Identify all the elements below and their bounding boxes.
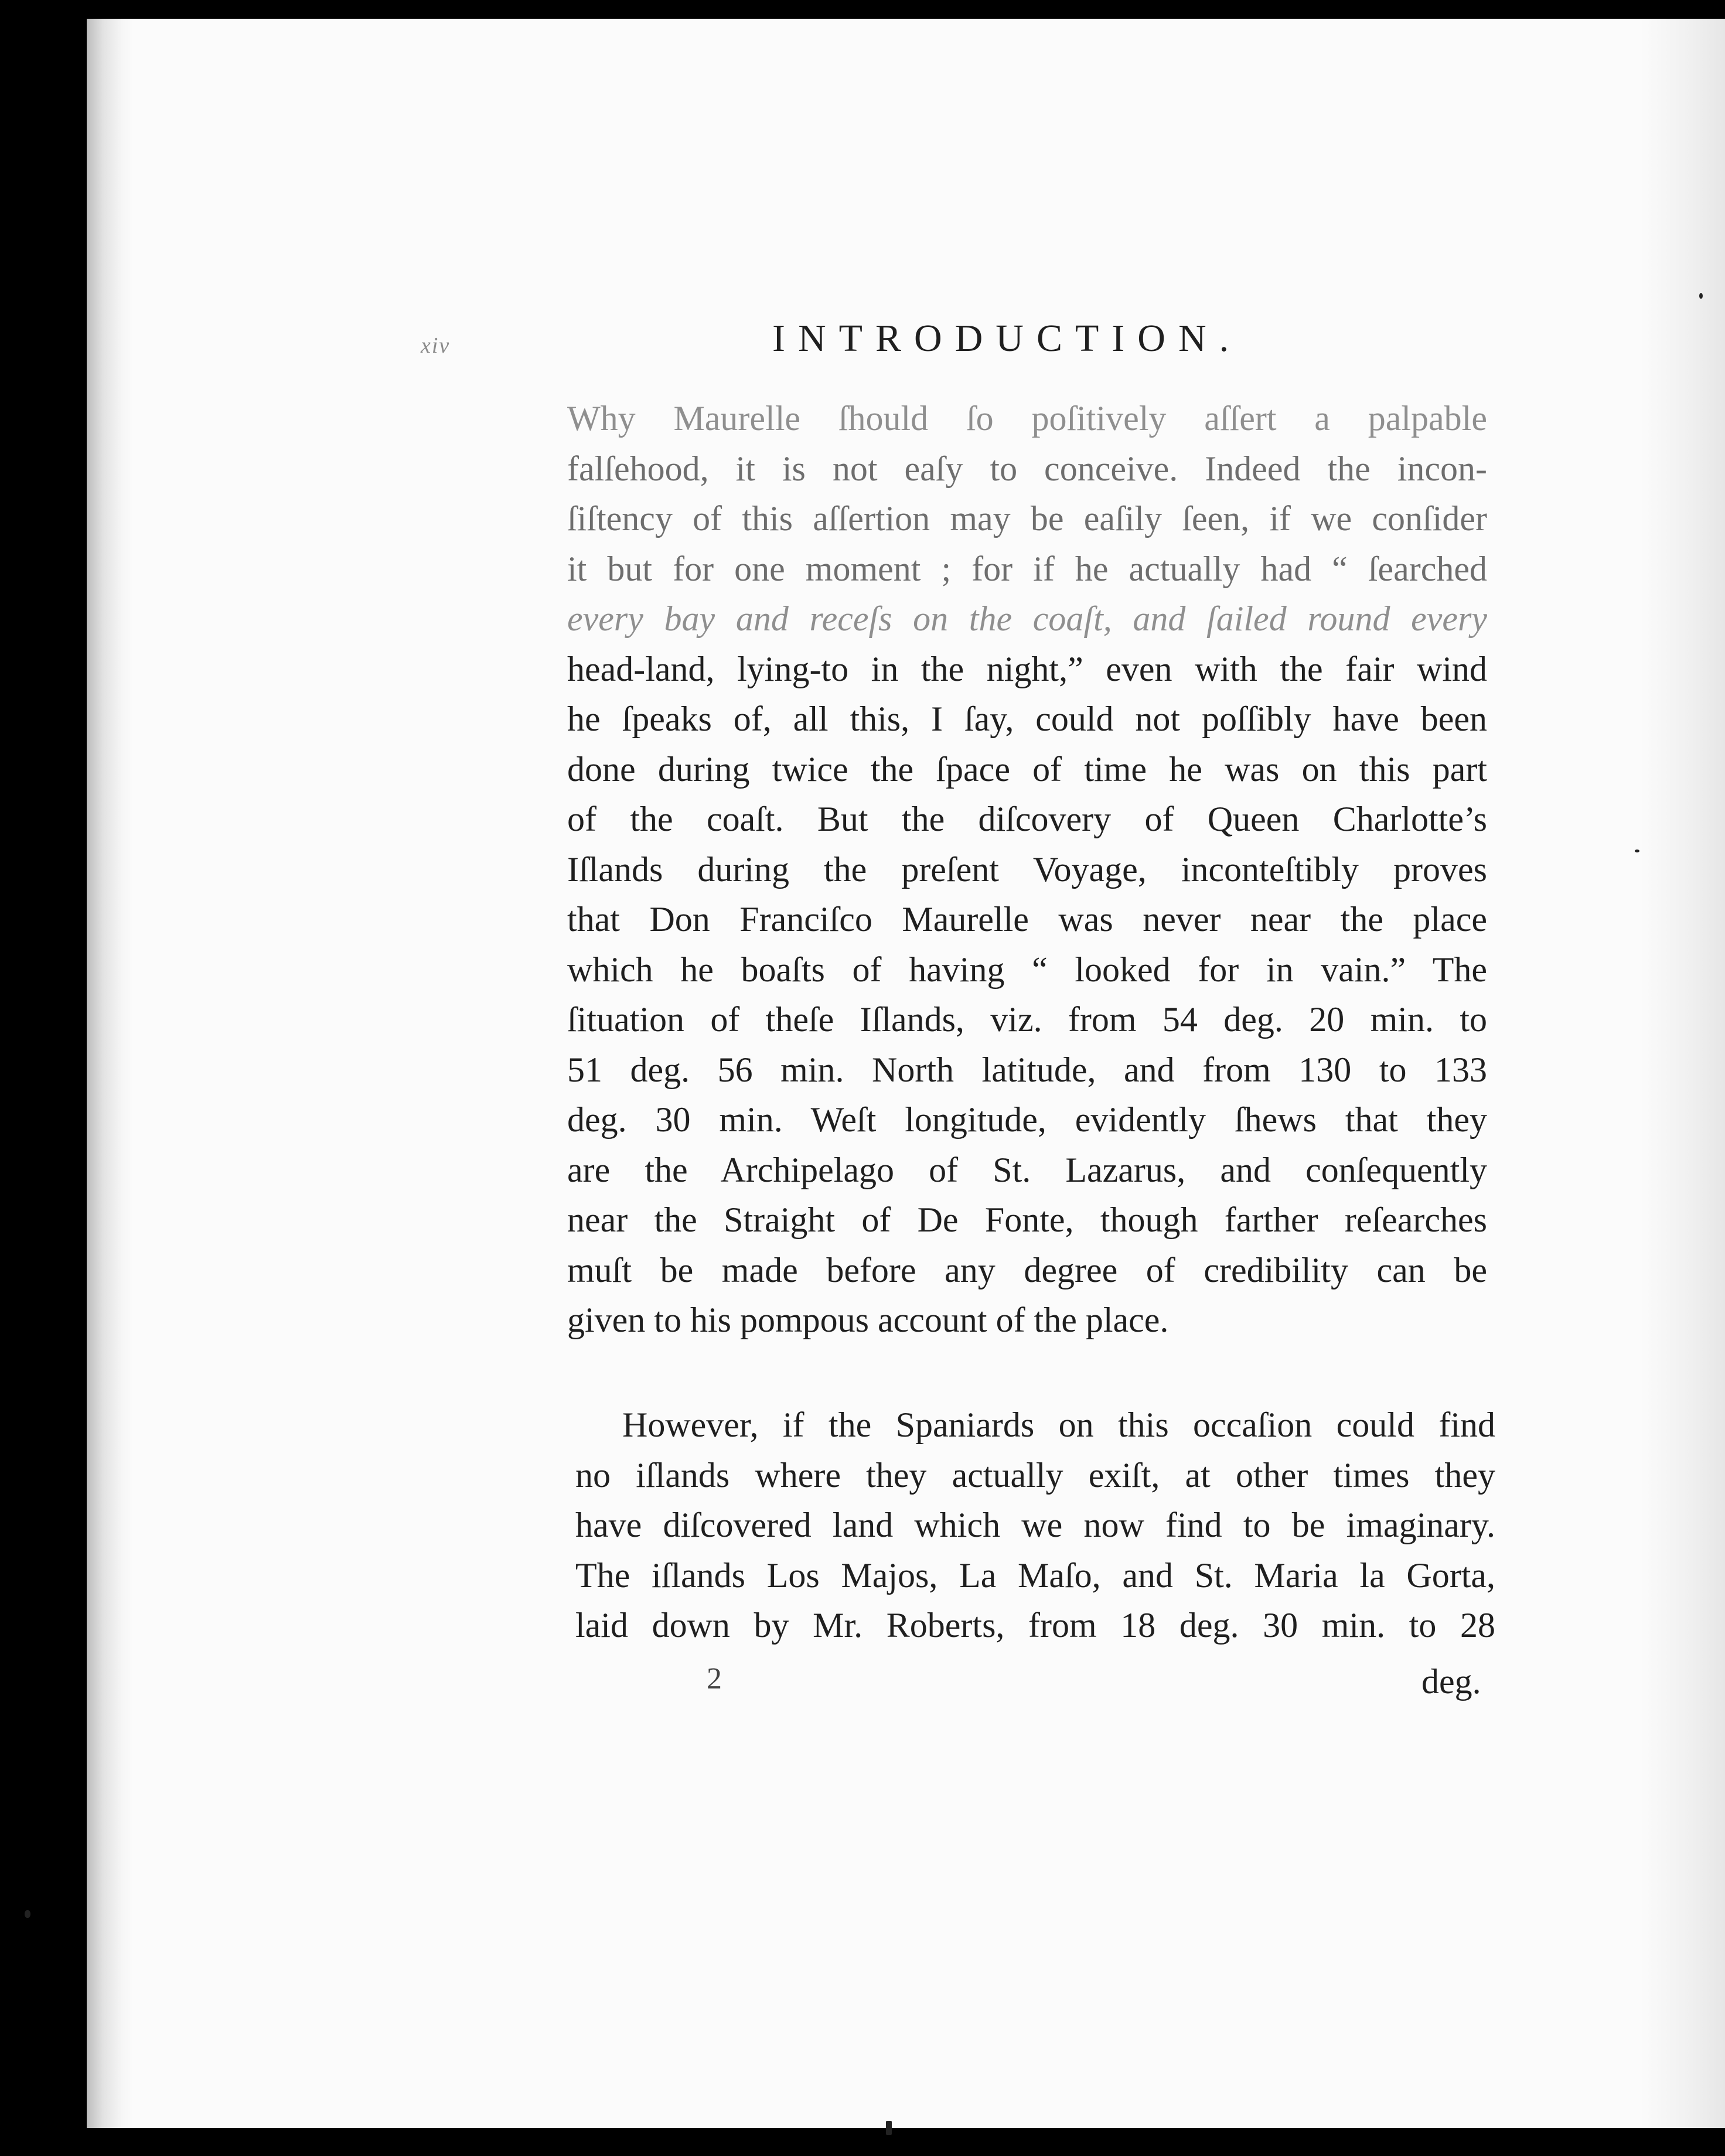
paragraph-1 [567,394,1487,1346]
text-line: Why Maurelle ſhould ſo poſitively aſſert a palpable [567,399,1487,438]
text-line: laid down by Mr. Roberts, from 18 deg. 30 min. to 28 [575,1606,1495,1645]
scan-speck [886,2121,892,2135]
page-edge-shadow [1641,19,1725,2128]
scan-speck [25,1910,30,1918]
text-line: ſiſtency of this aſſertion may be eaſily ſeen, if we conſider [567,499,1487,538]
catchword: deg. [1421,1662,1481,1701]
text-line: Iſlands during the preſent Voyage, inconteſtibly proves [567,850,1487,889]
text-line: no iſlands where they actually exiſt, at other times they [575,1455,1495,1495]
text-line: muſt be made before any degree of credibility can be [567,1250,1487,1289]
text-line: which he boaſts of having “ looked for in vain.” The [567,950,1487,989]
text-line: However, if the Spaniards on this occaſion could find [622,1406,1495,1444]
text-line: that Don Franciſco Maurelle was never near the place [567,900,1487,939]
text-line: it but for one moment ; for if he actually had “ ſearched [567,549,1487,588]
spine-gutter-shadow [87,19,134,2128]
running-head: INTRODUCTION. [772,317,1242,360]
text-line: 51 deg. 56 min. North latitude, and from 130 to 133 [567,1050,1487,1089]
text-line: have diſcovered land which we now find to be imaginary. [575,1506,1495,1544]
text-line: given to his pompous account of the place. [567,1301,1169,1339]
signature-mark: 2 [707,1662,722,1696]
paragraph-2 [575,1400,1495,1651]
scan-speck [1635,850,1639,852]
text-line: of the coaſt. But the diſcovery of Queen Charlotte’s [567,800,1487,838]
text-line: ſituation of theſe Iſlands, viz. from 54 deg. 20 min. to [567,1000,1487,1039]
text-line: falſehood, it is not eaſy to conceive. Indeed the incon- [567,449,1487,488]
text-line: every bay and receſs on the coaſt, and ſailed round every [567,599,1487,638]
text-line: are the Archipelago of St. Lazarus, and conſequently [567,1150,1487,1189]
text-line: done during twice the ſpace of time he was on this part [567,749,1487,789]
text-line: deg. 30 min. Weſt longitude, evidently ſhews that they [567,1100,1487,1139]
text-line: The iſlands Los Majos, La Maſo, and St. Maria la Gorta, [575,1555,1495,1595]
text-line: near the Straight of De Fonte, though farther reſearches [567,1200,1487,1239]
text-line: head-land, lying-to in the night,” even with the fair wind [567,649,1487,688]
scan-speck [1699,293,1703,299]
page-number: xiv [421,333,451,358]
text-line: he ſpeaks of, all this, I ſay, could not poſſibly have been [567,700,1487,738]
